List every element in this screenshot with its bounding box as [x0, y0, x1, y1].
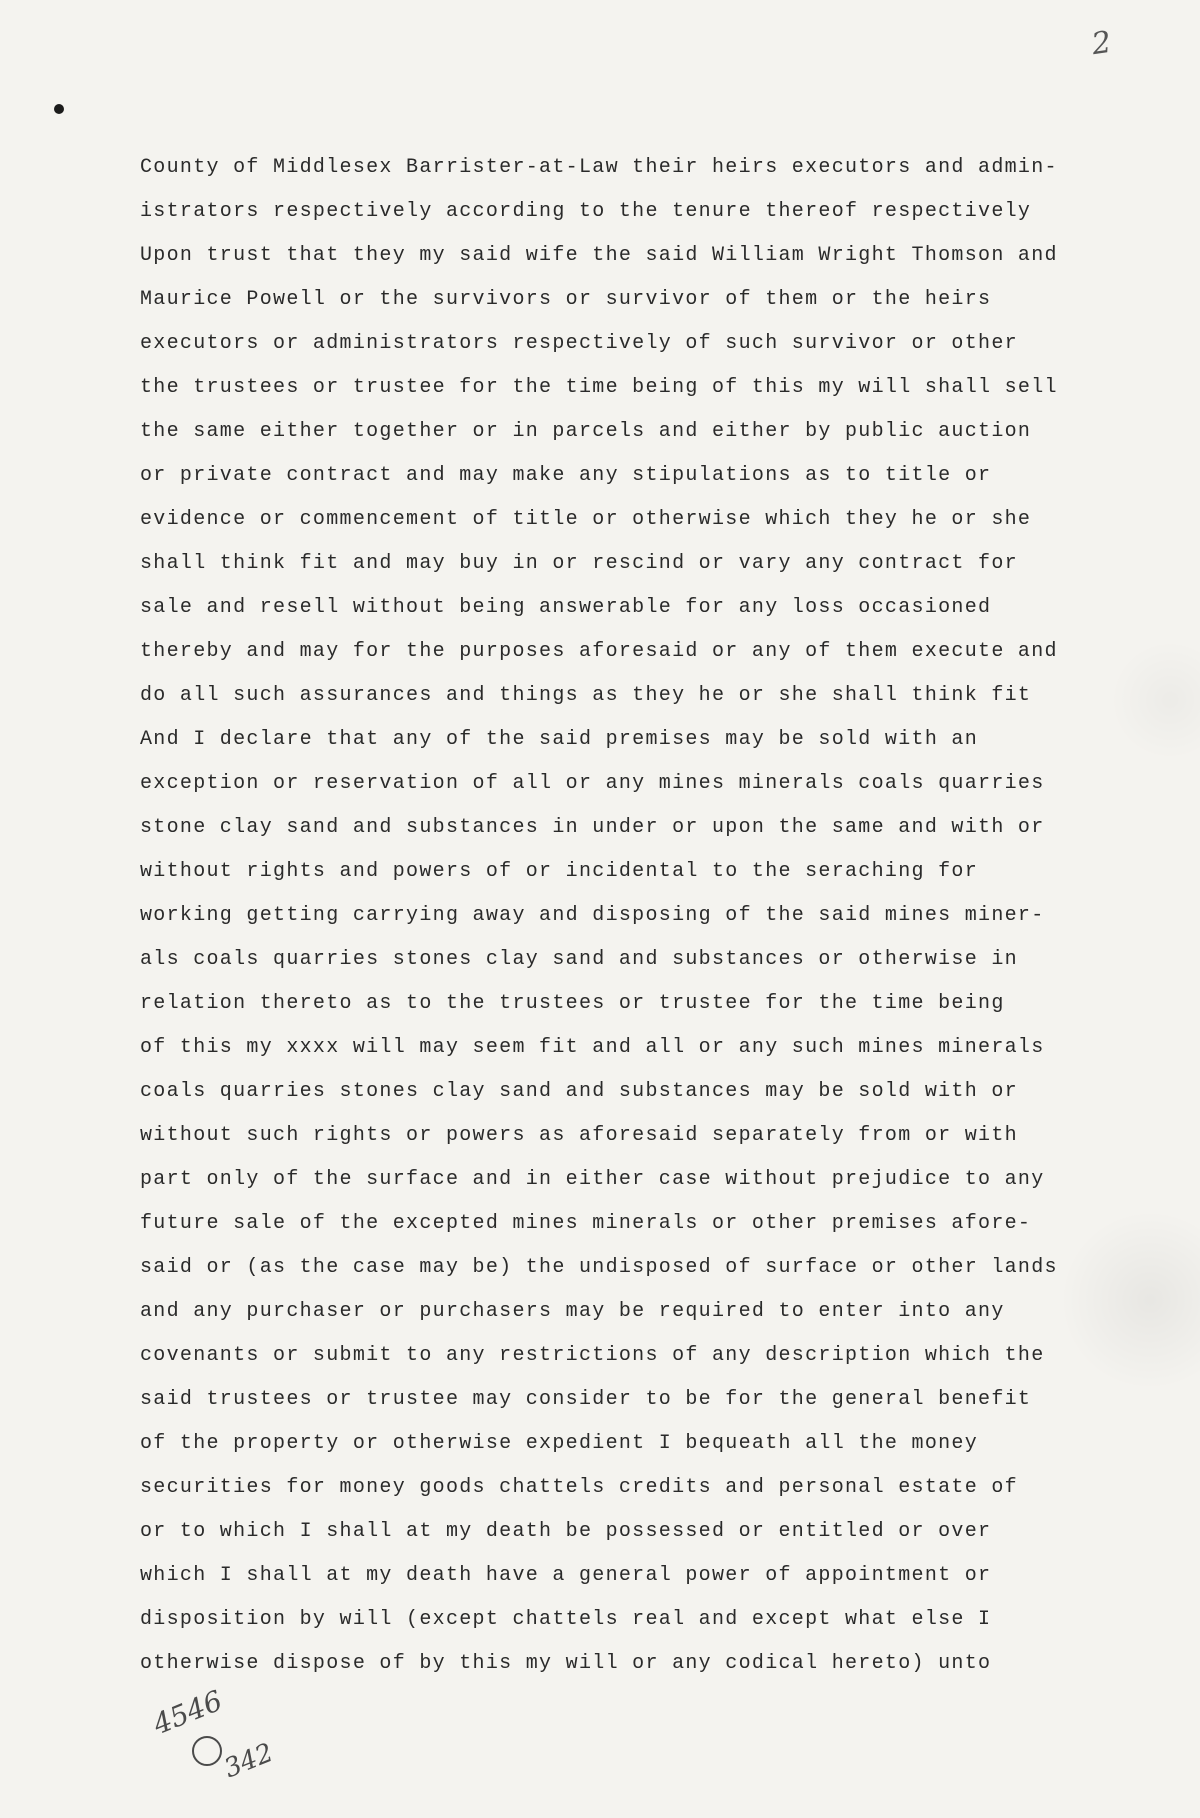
- text-line: sale and resell without being answerable for any loss occasioned: [140, 596, 992, 619]
- text-line: Maurice Powell or the survivors or survivor of them or the heirs: [140, 288, 992, 311]
- text-line: als coals quarries stones clay sand and substances or otherwise in: [140, 948, 1018, 971]
- text-line: do all such assurances and things as they he or she shall think fit: [140, 684, 1032, 707]
- text-line: without such rights or powers as aforesaid separately from or with: [140, 1124, 1018, 1147]
- document-body: [140, 146, 1130, 1686]
- page-number: 2: [1089, 24, 1114, 63]
- text-line: part only of the surface and in either case without prejudice to any: [140, 1168, 1045, 1191]
- text-line: and any purchaser or purchasers may be required to enter into any: [140, 1300, 1005, 1323]
- text-line: or private contract and may make any stipulations as to title or: [140, 464, 992, 487]
- text-line: thereby and may for the purposes aforesaid or any of them execute and: [140, 640, 1058, 663]
- text-line: relation thereto as to the trustees or trustee for the time being: [140, 992, 1005, 1015]
- text-line: the trustees or trustee for the time being of this my will shall sell: [140, 376, 1058, 399]
- text-line: said trustees or trustee may consider to be for the general benefit: [140, 1388, 1032, 1411]
- text-line: stone clay sand and substances in under or upon the same and with or: [140, 816, 1045, 839]
- text-line: disposition by will (except chattels real and except what else I: [140, 1608, 992, 1631]
- text-line: And I declare that any of the said premises may be sold with an: [140, 728, 979, 751]
- text-line: County of Middlesex Barrister-at-Law their heirs executors and admin-: [140, 156, 1058, 179]
- text-line: of the property or otherwise expedient I bequeath all the money: [140, 1432, 979, 1455]
- text-line: securities for money goods chattels credits and personal estate of: [140, 1476, 1018, 1499]
- handwritten-margin-note: [140, 1683, 280, 1800]
- text-line: Upon trust that they my said wife the said William Wright Thomson and: [140, 244, 1058, 267]
- text-line: coals quarries stones clay sand and substances may be sold with or: [140, 1080, 1018, 1103]
- text-line: of this my xxxx will may seem fit and all or any such mines minerals: [140, 1036, 1045, 1059]
- text-line: working getting carrying away and disposing of the said mines miner-: [140, 904, 1045, 927]
- text-line: executors or administrators respectively of such survivor or other: [140, 332, 1018, 355]
- text-line: evidence or commencement of title or otherwise which they he or she: [140, 508, 1032, 531]
- text-line: covenants or submit to any restrictions of any description which the: [140, 1344, 1045, 1367]
- punch-hole-mark: [54, 104, 64, 114]
- text-line: said or (as the case may be) the undisposed of surface or other lands: [140, 1256, 1058, 1279]
- text-line: which I shall at my death have a general power of appointment or: [140, 1564, 992, 1587]
- text-line: future sale of the excepted mines minerals or other premises afore-: [140, 1212, 1032, 1235]
- margin-note-number: 4546: [148, 1683, 227, 1742]
- circle-mark: [192, 1736, 222, 1766]
- text-line: exception or reservation of all or any mines minerals coals quarries: [140, 772, 1045, 795]
- margin-note-number: 342: [220, 1737, 278, 1785]
- text-line: otherwise dispose of by this my will or any codical hereto) unto: [140, 1652, 992, 1675]
- text-line: shall think fit and may buy in or rescind or vary any contract for: [140, 552, 1018, 575]
- text-line: or to which I shall at my death be possessed or entitled or over: [140, 1520, 992, 1543]
- text-line: istrators respectively according to the tenure thereof respectively: [140, 200, 1032, 223]
- text-line: the same either together or in parcels and either by public auction: [140, 420, 1032, 443]
- text-line: without rights and powers of or incidental to the seraching for: [140, 860, 979, 883]
